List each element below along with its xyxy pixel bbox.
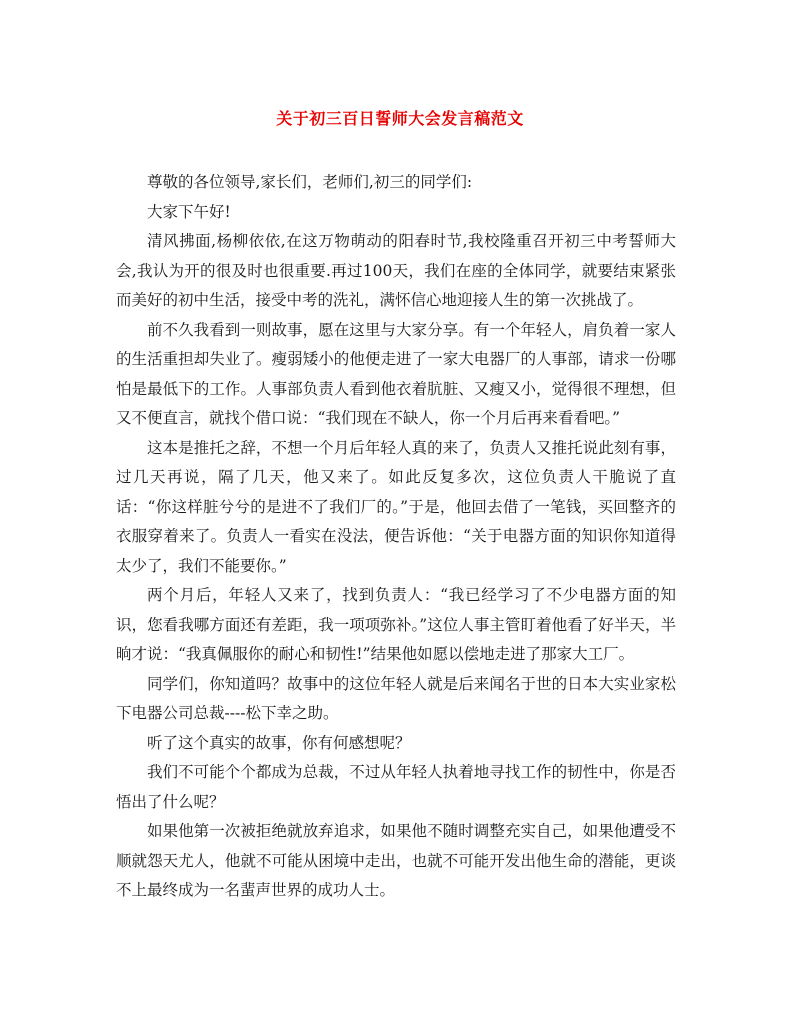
document-title: 关于初三百日誓师大会发言稿范文 (276, 109, 524, 128)
paragraph-salutation: 尊敬的各位领导,家长们，老师们,初三的同学们: (147, 173, 473, 191)
paragraph-reflection: 我们不可能个个都成为总裁，不过从年轻人执着地寻找工作的韧性中，你是否悟出了什么呢？ (116, 763, 676, 811)
document-body (116, 168, 676, 906)
paragraph-story-second-visit: 这本是推托之辞，不想一个月后年轻人真的来了，负责人又推托说此刻有事，过几天再说，隔了几天，他又来了。如此反复多次，这位负责人干脆说了直话：“你这样脏兮兮的是进不了我们厂的。”于是，他回去借了一笔钱，买回整齐的衣服穿着来了。负责人一看实在没法，便告诉他：“关于电器方面的知识你知道得太少了，我们不能要你。” (116, 438, 676, 575)
paragraph-conclusion: 如果他第一次被拒绝就放弃追求，如果他不随时调整充实自己，如果他遭受不顺就怨天尤人，他就不可能从困境中走出，也就不可能开发出他生命的潜能，更谈不上最终成为一名蜚声世界的成功人士。 (116, 822, 676, 899)
paragraph-reveal: 同学们，你知道吗？故事中的这位年轻人就是后来闻名于世的日本大实业家松下电器公司总裁----松下幸之助。 (116, 674, 676, 722)
paragraph-greeting: 大家下午好! (147, 202, 231, 221)
paragraph-story-third-visit: 两个月后，年轻人又来了，找到负责人：“我已经学习了不少电器方面的知识，您看我哪方面还有差距，我一项项弥补。”这位人事主管盯着他看了好半天，半晌才说：“我真佩服你的耐心和韧性!”结果他如愿以偿地走进了那家大工厂。 (116, 586, 676, 663)
paragraph-question: 听了这个真实的故事，你有何感想呢？ (147, 733, 411, 752)
paragraph-opening: 清风拂面,杨柳依依,在这万物萌动的阳春时节,我校隆重召开初三中考誓师大会,我认为开的很及时也很重要.再过100天，我们在座的全体同学，就要结束紧张而美好的初中生活，接受中考的洗礼，满怀信心地迎接人生的第一次挑战了。 (116, 232, 676, 309)
paragraph-story-intro: 前不久我看到一则故事，愿在这里与大家分享。有一个年轻人，肩负着一家人的生活重担却失业了。瘦弱矮小的他便走进了一家大电器厂的人事部，请求一份哪怕是最低下的工作。人事部负责人看到他衣着肮脏、又瘦又小，觉得很不理想，但又不便直言，就找个借口说：“我们现在不缺人，你一个月后再来看看吧。” (116, 320, 676, 427)
